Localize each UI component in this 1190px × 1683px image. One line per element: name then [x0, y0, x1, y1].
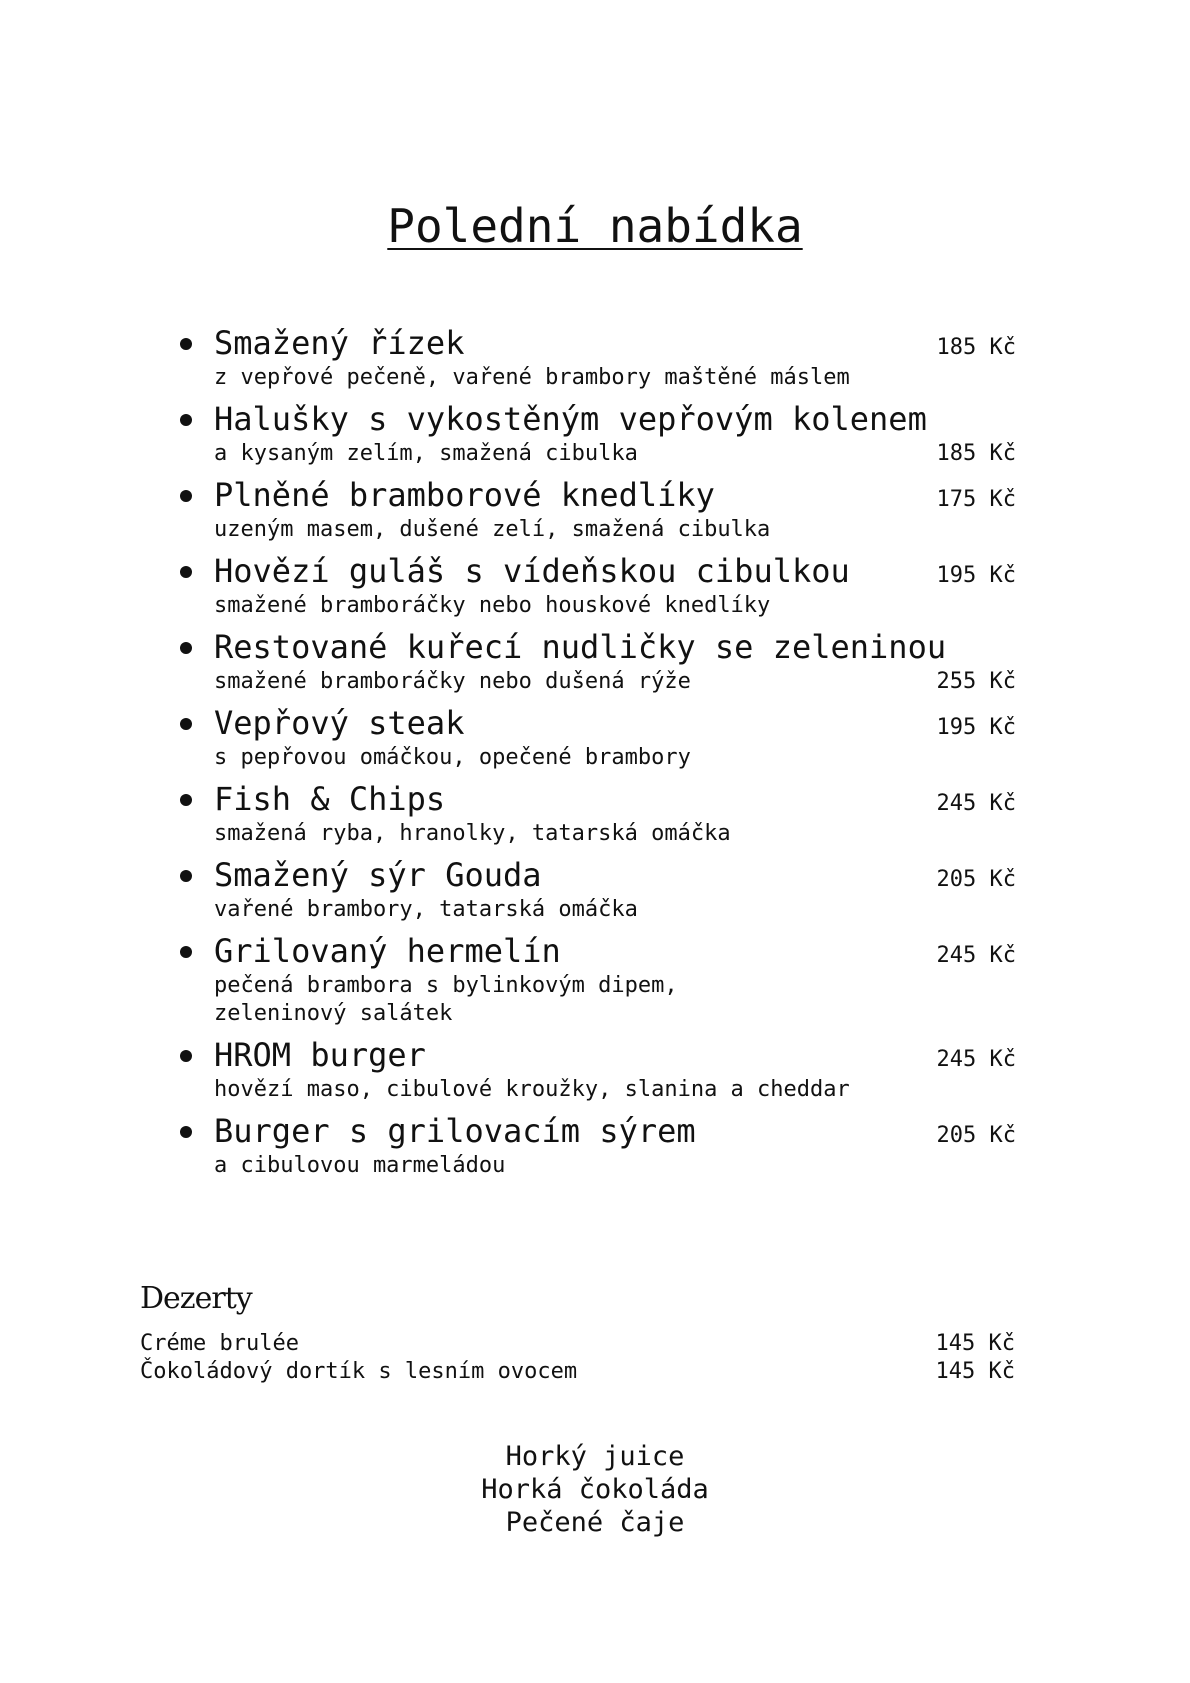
item-price: 185 Kč	[936, 335, 1016, 360]
menu-item	[176, 626, 1016, 702]
item-price: 245 Kč	[936, 1047, 1016, 1072]
item-name: Fish & Chips	[214, 780, 446, 818]
item-name: Hovězí guláš s vídeňskou cibulkou	[214, 552, 850, 590]
desserts-heading: Dezerty	[140, 1281, 252, 1316]
menu-item	[176, 322, 1016, 398]
drinks-list	[0, 1440, 1190, 1539]
bullet-icon	[180, 870, 192, 882]
drink-item: Pečené čaje	[505, 1507, 685, 1538]
item-description: a cibulovou marmeládou	[214, 1153, 506, 1178]
menu-item	[176, 474, 1016, 550]
menu-item	[176, 398, 1016, 474]
dessert-item	[140, 1358, 1015, 1386]
item-price: 245 Kč	[936, 791, 1016, 816]
item-price: 175 Kč	[936, 487, 1016, 512]
bullet-icon	[180, 946, 192, 958]
dessert-item	[140, 1330, 1015, 1358]
item-price: 205 Kč	[936, 1123, 1016, 1148]
item-description: smažené bramboráčky nebo dušená rýže	[214, 669, 691, 694]
item-description: uzeným masem, dušené zelí, smažená cibulka	[214, 517, 771, 542]
drink-item: Horká čokoláda	[481, 1474, 709, 1505]
menu-item	[176, 1034, 1016, 1110]
item-description: hovězí maso, cibulové kroužky, slanina a cheddar	[214, 1077, 850, 1102]
menu-item	[176, 854, 1016, 930]
bullet-icon	[180, 566, 192, 578]
bullet-icon	[180, 338, 192, 350]
item-name: Smažený sýr Gouda	[214, 856, 542, 894]
item-description: smažené bramboráčky nebo houskové knedlíky	[214, 593, 771, 618]
item-price: 205 Kč	[936, 867, 1016, 892]
drink-item: Horký juice	[505, 1441, 685, 1472]
item-price: 195 Kč	[936, 715, 1016, 740]
item-price: 185 Kč	[936, 441, 1016, 466]
item-name: Vepřový steak	[214, 704, 465, 742]
page-title	[0, 198, 1190, 254]
item-name: Smažený řízek	[214, 324, 465, 362]
bullet-icon	[180, 414, 192, 426]
menu-list	[176, 322, 1016, 1180]
menu-item	[176, 1110, 1016, 1180]
item-name: Grilovaný hermelín	[214, 932, 561, 970]
item-price: 255 Kč	[936, 669, 1016, 694]
dessert-price: 145 Kč	[935, 1331, 1015, 1356]
bullet-icon	[180, 642, 192, 654]
item-name: Plněné bramborové knedlíky	[214, 476, 715, 514]
bullet-icon	[180, 1126, 192, 1138]
item-name: Burger s grilovacím sýrem	[214, 1112, 696, 1150]
item-description: a kysaným zelím, smažená cibulka	[214, 441, 638, 466]
item-description: z vepřové pečeně, vařené brambory maštěné máslem	[214, 365, 850, 390]
bullet-icon	[180, 794, 192, 806]
item-description: pečená brambora s bylinkovým dipem,	[214, 973, 678, 998]
item-description: smažená ryba, hranolky, tatarská omáčka	[214, 821, 731, 846]
item-name: Restované kuřecí nudličky se zeleninou	[214, 628, 947, 666]
menu-item	[176, 778, 1016, 854]
item-description: s pepřovou omáčkou, opečené brambory	[214, 745, 691, 770]
dessert-price: 145 Kč	[935, 1359, 1015, 1384]
menu-item	[176, 930, 1016, 1034]
item-name: Halušky s vykostěným vepřovým kolenem	[214, 400, 927, 438]
item-price: 245 Kč	[936, 943, 1016, 968]
bullet-icon	[180, 718, 192, 730]
item-name: HROM burger	[214, 1036, 426, 1074]
bullet-icon	[180, 1050, 192, 1062]
dessert-name: Créme brulée	[140, 1331, 299, 1356]
item-price: 195 Kč	[936, 563, 1016, 588]
dessert-name: Čokoládový dortík s lesním ovocem	[140, 1359, 578, 1384]
menu-item	[176, 550, 1016, 626]
page-title-text: Polední nabídka	[387, 199, 803, 253]
item-description: zeleninový salátek	[214, 1001, 453, 1026]
dessert-list	[140, 1330, 1015, 1386]
item-description: vařené brambory, tatarská omáčka	[214, 897, 638, 922]
menu-item	[176, 702, 1016, 778]
bullet-icon	[180, 490, 192, 502]
